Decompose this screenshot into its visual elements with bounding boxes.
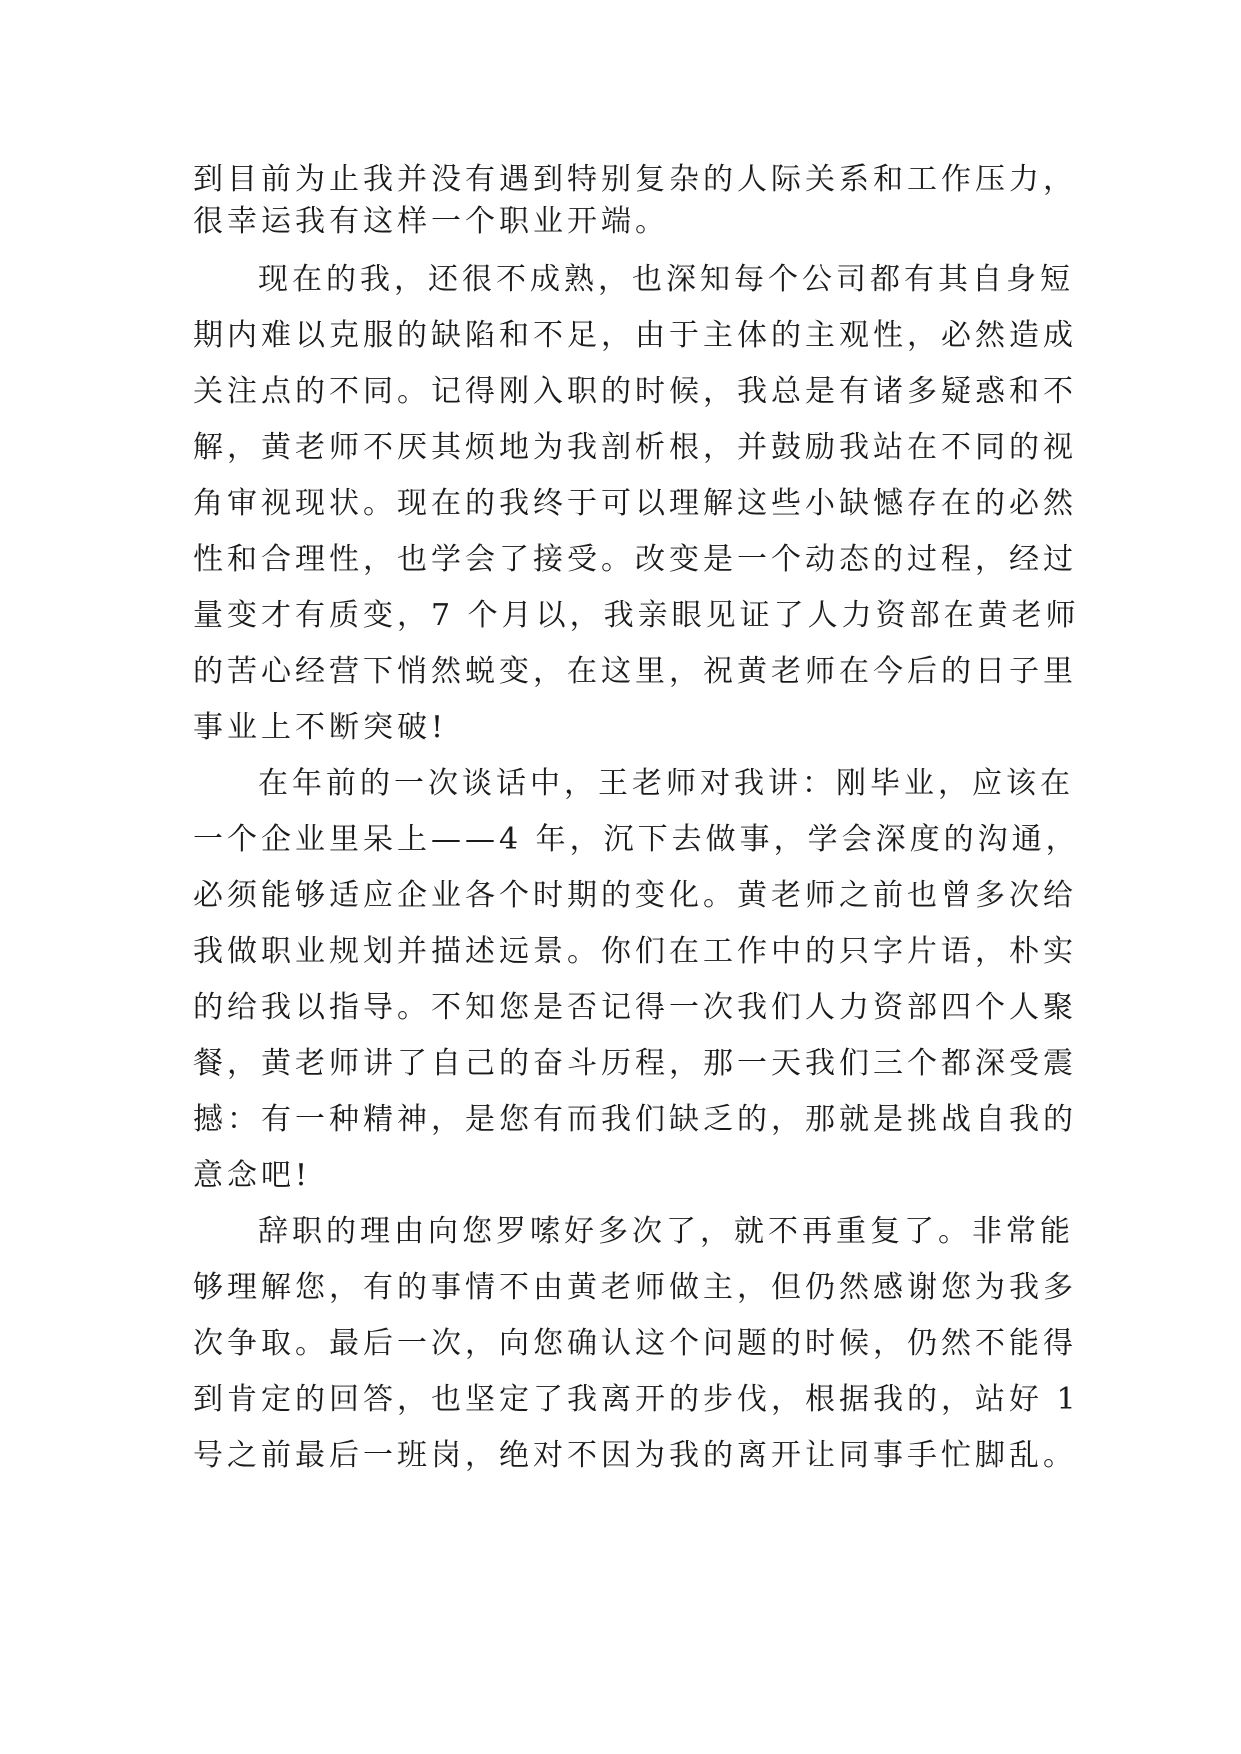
text-line: 必须能够适应企业各个时期的变化。黄老师之前也曾多次给 (193, 878, 1077, 913)
text-line: 的给我以指导。不知您是否记得一次我们人力资部四个人聚 (193, 990, 1077, 1025)
text-line: 到肯定的回答，也坚定了我离开的步伐，根据我的，站好 1 (193, 1382, 1080, 1417)
text-line: 很幸运我有这样一个职业开端。 (193, 204, 669, 239)
text-line: 量变才有质变，7 个月以，我亲眼见证了人力资部在黄老师 (193, 598, 1080, 633)
paragraph-first-line: 现在的我，还很不成熟，也深知每个公司都有其自身短 (258, 262, 1074, 297)
text-line: 餐，黄老师讲了自己的奋斗历程，那一天我们三个都深受震 (193, 1046, 1077, 1081)
text-line: 关注点的不同。记得刚入职的时候，我总是有诸多疑惑和不 (193, 374, 1077, 409)
text-line: 意念吧! (193, 1158, 312, 1193)
text-line: 解，黄老师不厌其烦地为我剖析根，并鼓励我站在不同的视 (193, 430, 1077, 465)
paragraph-first-line: 辞职的理由向您罗嗦好多次了，就不再重复了。非常能 (258, 1214, 1074, 1249)
text-line: 一个企业里呆上——4 年，沉下去做事，学会深度的沟通， (193, 822, 1080, 857)
text-line: 期内难以克服的缺陷和不足，由于主体的主观性，必然造成 (193, 318, 1077, 353)
text-line: 次争取。最后一次，向您确认这个问题的时候，仍然不能得 (193, 1326, 1077, 1361)
paragraph-first-line: 在年前的一次谈话中，王老师对我讲：刚毕业，应该在 (258, 766, 1074, 801)
text-line: 撼：有一种精神，是您有而我们缺乏的，那就是挑战自我的 (193, 1102, 1077, 1137)
text-line: 号之前最后一班岗，绝对不因为我的离开让同事手忙脚乱。 (193, 1438, 1077, 1473)
text-line: 到目前为止我并没有遇到特别复杂的人际关系和工作压力， (193, 162, 1077, 197)
text-line: 性和合理性，也学会了接受。改变是一个动态的过程，经过 (193, 542, 1077, 577)
text-line: 事业上不断突破! (193, 710, 448, 745)
text-line: 我做职业规划并描述远景。你们在工作中的只字片语，朴实 (193, 934, 1077, 969)
text-line: 的苦心经营下悄然蜕变，在这里，祝黄老师在今后的日子里 (193, 654, 1077, 689)
text-line: 角审视现状。现在的我终于可以理解这些小缺憾存在的必然 (193, 486, 1077, 521)
text-line: 够理解您，有的事情不由黄老师做主，但仍然感谢您为我多 (193, 1270, 1077, 1305)
